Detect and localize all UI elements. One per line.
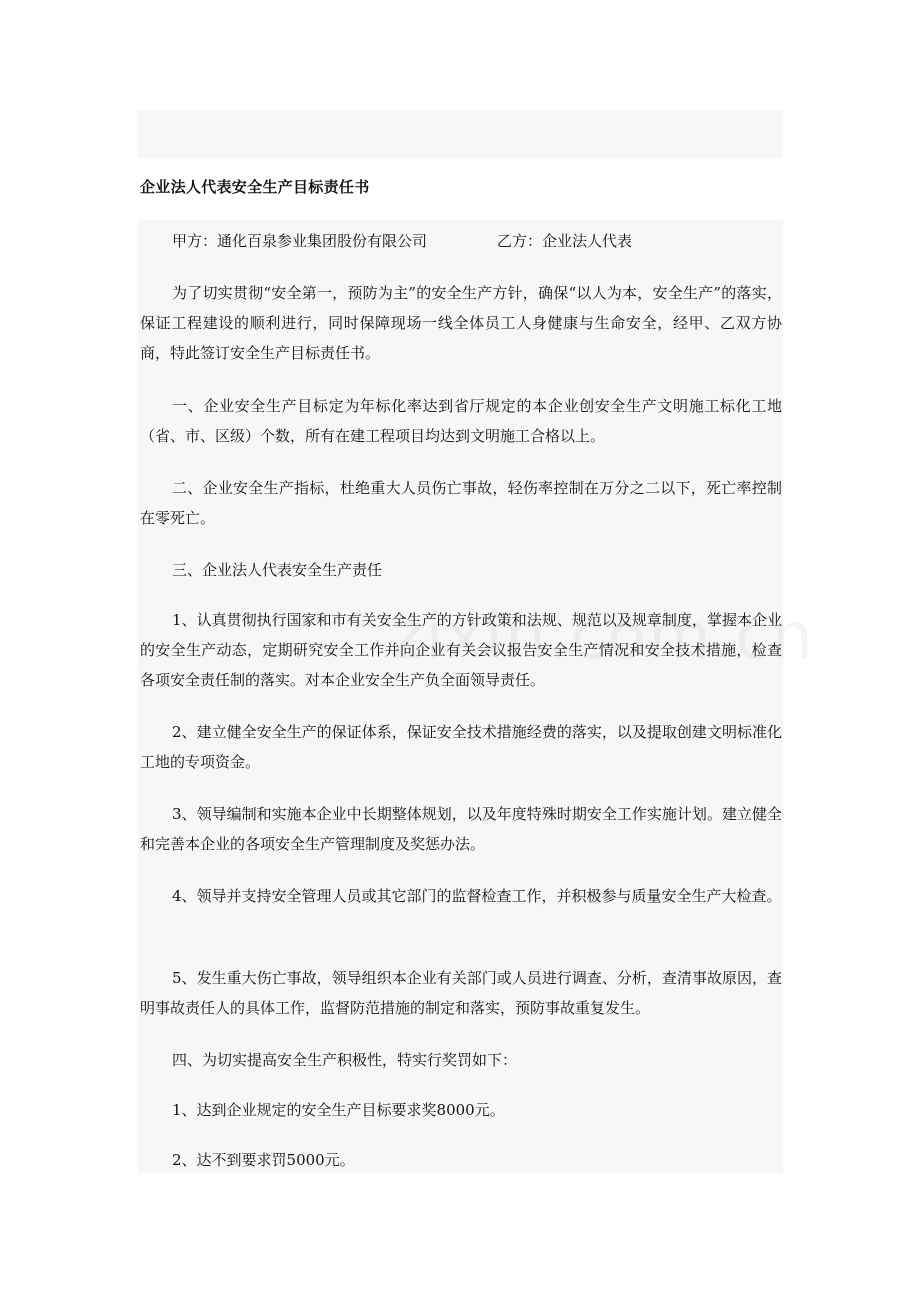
party-a-line: 甲方：通化百泉参业集团股份有限公司 [172,232,428,250]
document-title: 企业法人代表安全生产目标责任书 [140,178,370,196]
paragraph-duty-2: 2、建立健全安全生产的保证体系，保证安全技术措施经费的落实，以及提取创建文明标准化工地的专项资金。 [140,723,782,771]
paragraph-duty-4: 4、领导并支持安全管理人员或其它部门的监督检查工作，并积极参与质量安全生产大检查。 [172,887,782,905]
top-shaded-band [138,110,783,158]
paragraph-duty-3: 3、领导编制和实施本企业中长期整体规划，以及年度特殊时期安全工作实施计划。建立健全和完善本企业的各项安全生产管理制度及奖惩办法。 [140,805,782,853]
paragraph-intro: 为了切实贯彻“安全第一，预防为主”的安全生产方针，确保“以人为本，安全生产”的落实，保证工程建设的顺利进行，同时保障现场一线全体员工人身健康与生命安全，经甲、乙双方协商，特此签订安全生产目标责任书。 [140,284,782,362]
paragraph-duty-5: 5、发生重大伤亡事故，领导组织本企业有关部门或人员进行调查、分析，查清事故原因，查明事故责任人的具体工作，监督防范措施的制定和落实，预防事故重复发生。 [140,969,782,1017]
paragraph-item-1: 一、企业安全生产目标定为年标化率达到省厅规定的本企业创安全生产文明施工标化工地（省、市、区级）个数，所有在建工程项目均达到文明施工合格以上。 [140,397,782,445]
paragraph-section-3: 三、企业法人代表安全生产责任 [172,561,383,579]
paragraph-section-4: 四、为切实提高安全生产积极性，特实行奖罚如下： [172,1051,518,1069]
paragraph-item-2: 二、企业安全生产指标，杜绝重大人员伤亡事故，轻伤率控制在万分之二以下，死亡率控制在零死亡。 [140,479,782,527]
paragraph-reward: 1、达到企业规定的安全生产目标要求奖8000元。 [172,1101,505,1119]
paragraph-penalty: 2、达不到要求罚5000元。 [172,1151,355,1169]
paragraph-duty-1: 1、认真贯彻执行国家和市有关安全生产的方针政策和法规、规范以及规章制度，掌握本企业的安全生产动态，定期研究安全工作并向企业有关会议报告安全生产情况和安全技术措施，检查各项安全责任制的落实。对本企业安全生产负全面领导责任。 [140,611,782,689]
party-b-line: 乙方：企业法人代表 [497,232,633,250]
